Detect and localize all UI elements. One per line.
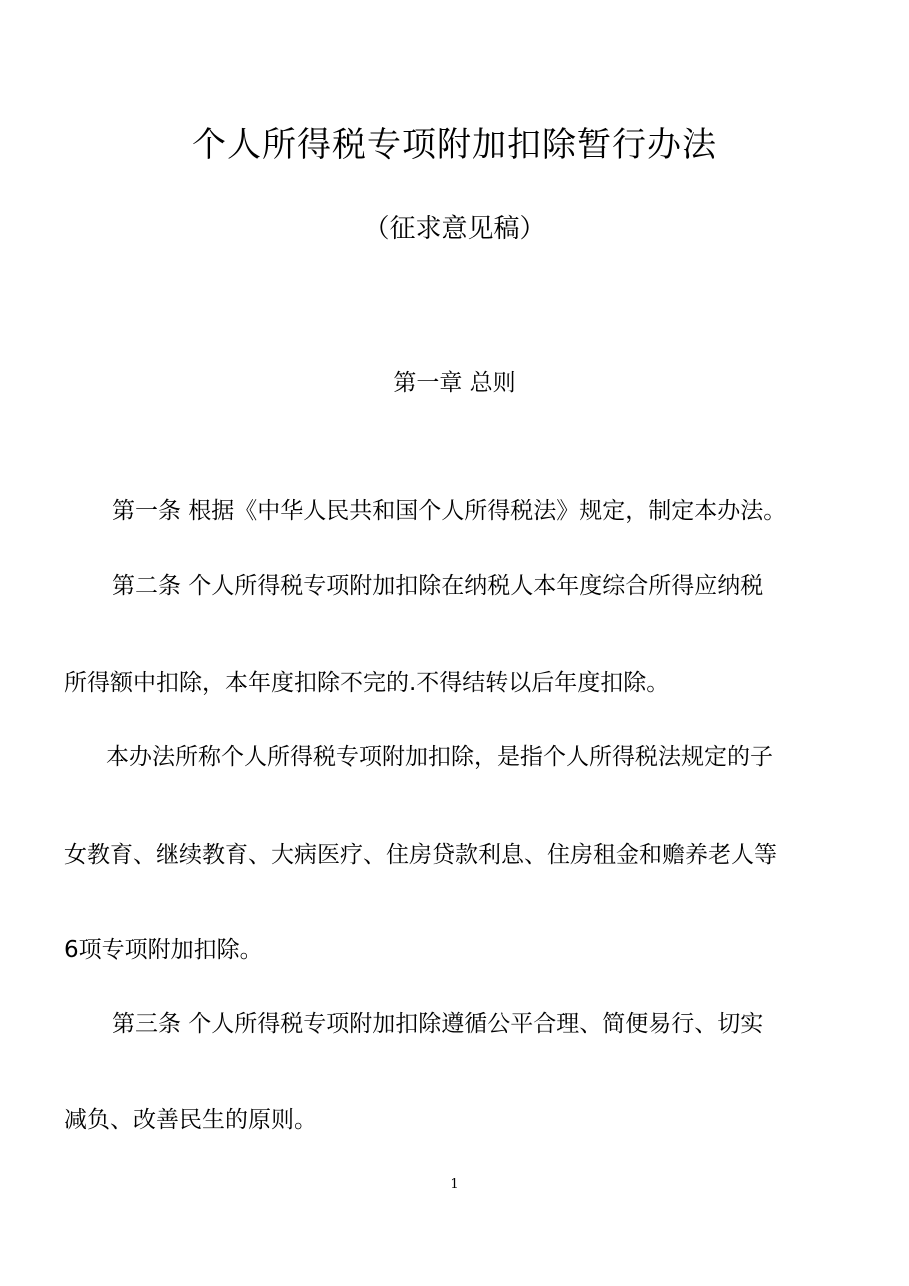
article-3-line-1: 第三条 个人所得税专项附加扣除遵循公平合理、简便易行、切实 [112, 1011, 764, 1037]
article-3-line-2: 减负、改善民生的原则。 [64, 1107, 317, 1133]
chapter-heading: 第一章 总则 [393, 370, 516, 396]
document-subtitle: （征求意见稿） [363, 214, 546, 244]
document-title: 个人所得税专项附加扣除暂行办法 [192, 125, 717, 165]
paragraph-line-2: 女教育、继续教育、大病医疗、住房贷款利息、住房租金和赡养老人等 [64, 842, 777, 868]
article-2-line-1: 第二条 个人所得税专项附加扣除在纳税人本年度综合所得应纳税 [112, 573, 764, 599]
paragraph-line-3: 6项专项附加扣除。 [64, 937, 263, 963]
article-2-line-2: 所得额中扣除，本年度扣除不完的.不得结转以后年度扣除。 [64, 670, 670, 696]
paragraph-line-1: 本办法所称个人所得税专项附加扣除，是指个人所得税法规定的子 [106, 744, 773, 770]
article-1-line: 第一条 根据《中华人民共和国个人所得税法》规定，制定本办法。 [112, 498, 787, 524]
page-number: 1 [450, 1177, 459, 1192]
